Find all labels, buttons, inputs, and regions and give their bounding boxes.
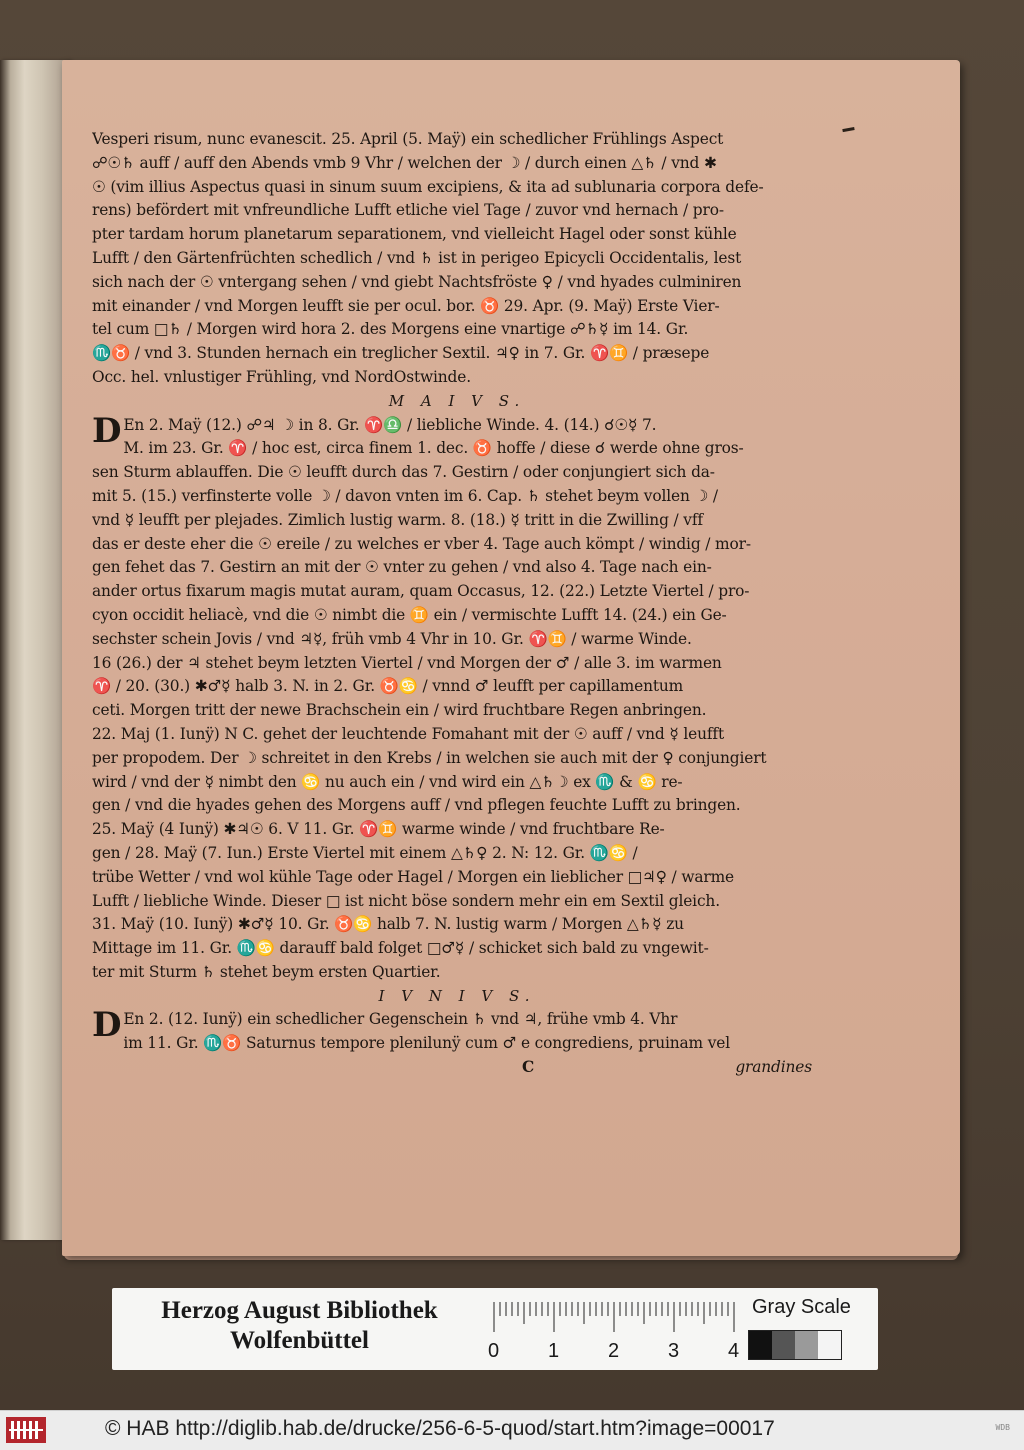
library-line-1: Herzog August Bibliothek	[161, 1297, 438, 1324]
text-line: Occ. hel. vnlustiger Frühling, vnd NordOstwinde.	[92, 367, 471, 386]
text-line: ander ortus fixarum magis mutat auram, quam Occasus, 12. (22.) Letzte Viertel / pro-	[92, 582, 750, 601]
signature-mark: C	[522, 1058, 535, 1077]
text-line: im 11. Gr. ♏♉ Saturnus tempore plenilunÿ cum ♂ e congrediens, pruinam vel	[123, 1034, 730, 1053]
text-line: 16 (26.) der ♃ stehet beym letzten Viertel / vnd Morgen der ♂ / alle 3. im warmen	[92, 653, 722, 672]
library-logo-icon	[6, 1417, 46, 1443]
initial-letter: D	[92, 1005, 122, 1046]
initial-letter: D	[92, 410, 122, 451]
text-line: 22. Maj (1. Iunÿ) N C. gehet der leuchtende Fomahant mit der ☉ auff / vnd ☿ leufft	[92, 724, 725, 743]
maius-paragraph	[92, 410, 822, 985]
text-line: ter mit Sturm ♄ stehet beym ersten Quartier.	[92, 962, 441, 981]
text-line: mit 5. (15.) verfinsterte volle ☽ / davon vnten im 6. Cap. ♄ stehet beym vollen ☽ /	[92, 486, 718, 505]
text-line: cyon occidit heliacè, vnd die ☉ nimbt die ♊ ein / vermischte Lufft 14. (24.) ein Ge-	[92, 605, 727, 624]
text-line: ♈ / 20. (30.) ✱♂☿ halb 3. N. in 2. Gr. ♉♋ / vnnd ♂ leufft per capillamentum	[92, 677, 684, 696]
gray-patch	[772, 1331, 795, 1359]
text-line: gen / 28. Maÿ (7. Iun.) Erste Viertel mit einem △♄♀ 2. N: 12. Gr. ♏♋ /	[92, 843, 638, 862]
heading-iunius: I V N I V S.	[378, 986, 536, 1005]
text-line: wird / vnd der ☿ nimbt den ♋ nu auch ein / vnd wird ein △♄☽ ex ♏ & ♋ re-	[92, 772, 683, 791]
book-spine	[0, 60, 70, 1240]
library-name	[122, 1296, 477, 1356]
page-footer	[92, 1056, 822, 1080]
gray-scale-label: Gray Scale	[752, 1296, 851, 1318]
text-line: Vesperi risum, nunc evanescit. 25. April (5. Maÿ) ein schedlicher Frühlings Aspect	[92, 130, 724, 148]
ruler-scale	[488, 1302, 743, 1332]
text-line: M. im 23. Gr. ♈ / hoc est, circa finem 1. dec. ♉ hoffe / diese ☌ werde ohne gros-	[123, 439, 744, 458]
text-line: sich nach der ☉ vntergang sehen / vnd giebt Nachtsfröste ♀ / vnd hyades culminiren	[92, 272, 742, 291]
text-line: En 2. (12. Iunÿ) ein schedlicher Gegenschein ♄ vnd ♃, frühe vmb 4. Vhr	[123, 1010, 678, 1029]
heading-maius: M A I V S.	[388, 391, 526, 410]
text-line: rens) befördert mit vnfreundliche Lufft etliche viel Tage / zuvor vnd hernach / pro-	[92, 201, 724, 220]
gray-patch	[795, 1331, 818, 1359]
library-line-2: Wolfenbüttel	[230, 1327, 369, 1354]
ruler-number: 3	[668, 1340, 680, 1362]
text-line: ☍☉♄ auff / auff den Abends vmb 9 Vhr / welchen der ☽ / durch einen △♄ / vnd ✱	[92, 153, 717, 172]
text-line: per propodem. Der ☽ schreitet in den Krebs / in welchen sie auch mit der ♀ conjungiert	[92, 748, 767, 767]
ruler-number: 0	[488, 1340, 500, 1362]
page-text	[92, 128, 822, 1080]
text-line: 31. Maÿ (10. Iunÿ) ✱♂☿ 10. Gr. ♉♋ halb 7. N. lustig warm / Morgen △♄☿ zu	[92, 915, 684, 934]
intro-paragraph	[92, 128, 822, 390]
iunius-paragraph	[92, 1005, 822, 1056]
text-line: das er deste eher die ☉ ereile / zu welches er vber 4. Tage auch kömpt / windig / mor-	[92, 534, 751, 553]
corner-mark: WDB	[995, 1423, 1010, 1432]
text-line: gen fehet das 7. Gestirn an mit der ☉ vnter zu gehen / vnd also 4. Tage nach ein-	[92, 558, 712, 577]
catchword: grandines	[735, 1058, 812, 1077]
gray-scale-swatch	[748, 1330, 842, 1360]
copyright-bar	[0, 1410, 1024, 1450]
text-line: sechster schein Jovis / vnd ♃☿, früh vmb 4 Vhr in 10. Gr. ♈♊ / warme Winde.	[92, 629, 692, 648]
gray-patch	[818, 1331, 841, 1359]
text-line: ♏♉ / vnd 3. Stunden hernach ein treglicher Sextil. ♃♀ in 7. Gr. ♈♊ / præsepe	[92, 344, 710, 363]
copyright-text: © HAB http://diglib.hab.de/drucke/256-6-5-quod/start.htm?image=00017	[105, 1417, 775, 1440]
text-line: tel cum □♄ / Morgen wird hora 2. des Morgens eine vnartige ☍♄☿ im 14. Gr.	[92, 320, 689, 339]
text-line: sen Sturm ablauffen. Die ☉ leufft durch das 7. Gestirn / oder conjungiert sich da-	[92, 463, 715, 482]
color-scale-card	[112, 1288, 878, 1370]
ruler-number: 2	[608, 1340, 620, 1362]
ruler-number: 4	[728, 1340, 740, 1362]
text-line: ceti. Morgen tritt der newe Brachschein ein / wird fruchtbare Regen anbringen.	[92, 701, 707, 720]
text-line: En 2. Maÿ (12.) ☍♃ ☽ in 8. Gr. ♈♎ / liebliche Winde. 4. (14.) ☌☉☿ 7.	[123, 415, 657, 434]
text-line: ☉ (vim illius Aspectus quasi in sinum suum excipiens, & ita ad sublunaria corpora defe-	[92, 177, 764, 196]
text-line: 25. Maÿ (4 Iunÿ) ✱♃☉ 6. V 11. Gr. ♈♊ warme winde / vnd fruchtbare Re-	[92, 820, 665, 839]
text-line: Lufft / liebliche Winde. Dieser □ ist nicht böse sondern mehr ein em Sextil gleich.	[92, 891, 720, 910]
text-line: Mittage im 11. Gr. ♏♋ darauff bald folget □♂☿ / schicket sich bald zu vngewit-	[92, 939, 709, 958]
text-line: gen / vnd die hyades gehen des Morgens auff / vnd pflegen feuchte Lufft zu bringen.	[92, 796, 741, 815]
ruler-number: 1	[548, 1340, 560, 1362]
text-line: Lufft / den Gärtenfrüchten schedlich / vnd ♄ ist in perigeo Epicycli Occidentalis, lest	[92, 248, 742, 267]
text-line: vnd ☿ leufft per plejades. Zimlich lustig warm. 8. (18.) ☿ tritt in die Zwilling / vff	[92, 510, 703, 529]
text-line: pter tardam horum planetarum separationem, vnd vielleicht Hagel oder sonst kühle	[92, 225, 737, 244]
text-line: mit einander / vnd Morgen leufft sie per ocul. bor. ♉ 29. Apr. (9. Maÿ) Erste Vier-	[92, 296, 720, 315]
text-line: trübe Wetter / vnd wol kühle Tage oder Hagel / Morgen ein lieblicher □♃♀ / warme	[92, 867, 734, 886]
gray-patch	[749, 1331, 772, 1359]
